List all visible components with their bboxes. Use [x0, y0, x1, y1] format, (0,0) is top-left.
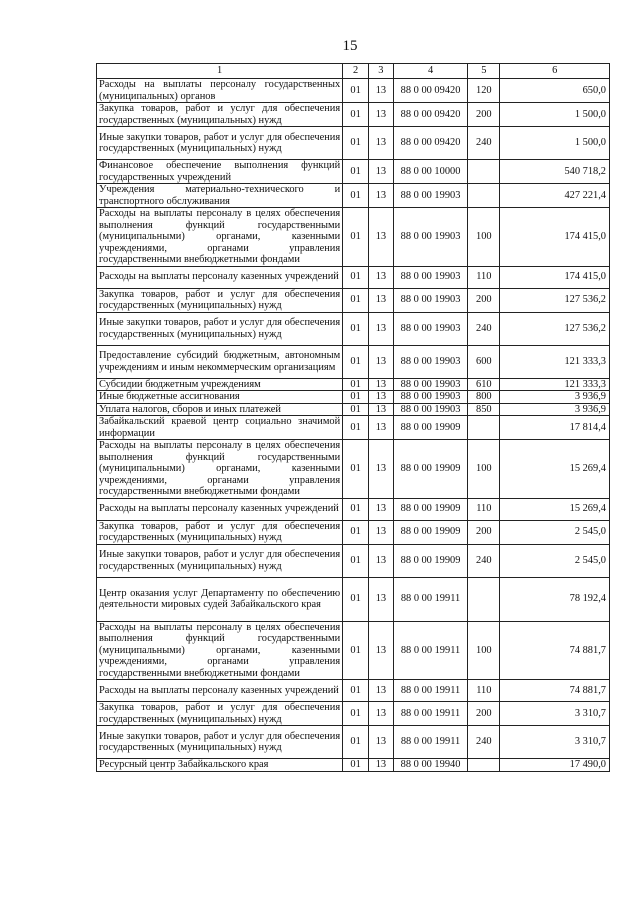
table-row: [97, 416, 610, 440]
row-name-cell: Иные закупки товаров, работ и услуг для обеспечения государственных (муниципальных) нужд: [97, 127, 343, 160]
row-section-cell: 01: [343, 498, 369, 520]
row-amount-cell: 650,0: [500, 79, 610, 103]
row-expense-type-cell: 100: [468, 208, 500, 267]
row-name-cell: Закупка товаров, работ и услуг для обеспечения государственных (муниципальных) нужд: [97, 103, 343, 127]
row-subsection-cell: 13: [369, 103, 394, 127]
page-number: 15: [342, 38, 358, 54]
row-name-cell: Иные закупки товаров, работ и услуг для обеспечения государственных (муниципальных) нужд: [97, 312, 343, 345]
row-section-cell: 01: [343, 726, 369, 759]
row-name-cell: Предоставление субсидий бюджетным, автономным учреждениям и иным некоммерческим организациям: [97, 345, 343, 378]
row-name-cell: Иные закупки товаров, работ и услуг для обеспечения государственных (муниципальных) нужд: [97, 726, 343, 759]
header-cell-5: 5: [468, 64, 500, 79]
row-expense-type-cell: 240: [468, 312, 500, 345]
row-amount-cell: 17 490,0: [500, 759, 610, 772]
row-subsection-cell: 13: [369, 127, 394, 160]
row-target-article-cell: 88 0 00 19909: [393, 440, 467, 499]
row-expense-type-cell: 110: [468, 498, 500, 520]
row-expense-type-cell: 850: [468, 403, 500, 416]
row-target-article-cell: 88 0 00 19911: [393, 621, 467, 680]
table-row: [97, 312, 610, 345]
row-subsection-cell: 13: [369, 208, 394, 267]
row-name-cell: Расходы на выплаты персоналу государственных (муниципальных) органов: [97, 79, 343, 103]
table-row: [97, 378, 610, 391]
row-subsection-cell: 13: [369, 520, 394, 544]
row-amount-cell: 540 718,2: [500, 160, 610, 184]
row-section-cell: 01: [343, 520, 369, 544]
row-section-cell: 01: [343, 208, 369, 267]
row-expense-type-cell: 200: [468, 520, 500, 544]
row-section-cell: 01: [343, 680, 369, 702]
table-row: [97, 160, 610, 184]
row-target-article-cell: 88 0 00 19911: [393, 680, 467, 702]
row-expense-type-cell: 610: [468, 378, 500, 391]
table-row: [97, 127, 610, 160]
row-name-cell: Расходы на выплаты персоналу казенных учреждений: [97, 680, 343, 702]
row-name-cell: Центр оказания услуг Департаменту по обеспечению деятельности мировых судей Забайкальского края: [97, 577, 343, 621]
row-target-article-cell: 88 0 00 19903: [393, 403, 467, 416]
row-section-cell: 01: [343, 577, 369, 621]
row-section-cell: 01: [343, 266, 369, 288]
table-row: [97, 544, 610, 577]
row-amount-cell: 3 310,7: [500, 726, 610, 759]
row-name-cell: Закупка товаров, работ и услуг для обеспечения государственных (муниципальных) нужд: [97, 288, 343, 312]
table-row: [97, 520, 610, 544]
row-section-cell: 01: [343, 312, 369, 345]
row-section-cell: 01: [343, 759, 369, 772]
row-target-article-cell: 88 0 00 19903: [393, 345, 467, 378]
row-amount-cell: 74 881,7: [500, 680, 610, 702]
row-expense-type-cell: [468, 759, 500, 772]
row-name-cell: Расходы на выплаты персоналу в целях обеспечения выполнения функций государственными (муниципальными) органами, казенными учреждениями, органами управления государственными внебюджетными фондами: [97, 440, 343, 499]
row-target-article-cell: 88 0 00 19940: [393, 759, 467, 772]
table-row: [97, 288, 610, 312]
row-target-article-cell: 88 0 00 19903: [393, 312, 467, 345]
row-subsection-cell: 13: [369, 544, 394, 577]
row-subsection-cell: 13: [369, 266, 394, 288]
row-target-article-cell: 88 0 00 19909: [393, 498, 467, 520]
row-amount-cell: 74 881,7: [500, 621, 610, 680]
table-row: [97, 345, 610, 378]
row-expense-type-cell: 600: [468, 345, 500, 378]
row-section-cell: 01: [343, 288, 369, 312]
row-name-cell: Уплата налогов, сборов и иных платежей: [97, 403, 343, 416]
row-expense-type-cell: 200: [468, 103, 500, 127]
row-subsection-cell: 13: [369, 79, 394, 103]
row-amount-cell: 427 221,4: [500, 184, 610, 208]
row-subsection-cell: 13: [369, 680, 394, 702]
row-subsection-cell: 13: [369, 702, 394, 726]
table-row: [97, 440, 610, 499]
row-expense-type-cell: 240: [468, 127, 500, 160]
row-subsection-cell: 13: [369, 498, 394, 520]
row-amount-cell: 3 936,9: [500, 403, 610, 416]
row-target-article-cell: 88 0 00 19903: [393, 391, 467, 404]
row-expense-type-cell: 110: [468, 680, 500, 702]
row-section-cell: 01: [343, 391, 369, 404]
row-amount-cell: 1 500,0: [500, 127, 610, 160]
row-target-article-cell: 88 0 00 19909: [393, 520, 467, 544]
row-amount-cell: 2 545,0: [500, 544, 610, 577]
header-cell-4: 4: [393, 64, 467, 79]
row-name-cell: Ресурсный центр Забайкальского края: [97, 759, 343, 772]
table-row: [97, 680, 610, 702]
row-section-cell: 01: [343, 378, 369, 391]
row-name-cell: Учреждения материально-технического и транспортного обслуживания: [97, 184, 343, 208]
row-target-article-cell: 88 0 00 09420: [393, 79, 467, 103]
row-section-cell: 01: [343, 103, 369, 127]
row-subsection-cell: 13: [369, 759, 394, 772]
row-subsection-cell: 13: [369, 160, 394, 184]
row-name-cell: Субсидии бюджетным учреждениям: [97, 378, 343, 391]
row-section-cell: 01: [343, 184, 369, 208]
table-row: [97, 702, 610, 726]
row-name-cell: Закупка товаров, работ и услуг для обеспечения государственных (муниципальных) нужд: [97, 702, 343, 726]
row-target-article-cell: 88 0 00 19903: [393, 266, 467, 288]
row-expense-type-cell: 110: [468, 266, 500, 288]
row-subsection-cell: 13: [369, 345, 394, 378]
table-row: [97, 266, 610, 288]
row-section-cell: 01: [343, 160, 369, 184]
row-target-article-cell: 88 0 00 10000: [393, 160, 467, 184]
row-target-article-cell: 88 0 00 19903: [393, 184, 467, 208]
row-expense-type-cell: 100: [468, 440, 500, 499]
table-row: [97, 403, 610, 416]
row-amount-cell: 17 814,4: [500, 416, 610, 440]
row-target-article-cell: 88 0 00 19903: [393, 288, 467, 312]
row-name-cell: Закупка товаров, работ и услуг для обеспечения государственных (муниципальных) нужд: [97, 520, 343, 544]
row-name-cell: Иные бюджетные ассигнования: [97, 391, 343, 404]
row-amount-cell: 1 500,0: [500, 103, 610, 127]
table-row: [97, 208, 610, 267]
row-section-cell: 01: [343, 127, 369, 160]
table-row: [97, 759, 610, 772]
row-name-cell: Забайкальский краевой центр социально значимой информации: [97, 416, 343, 440]
row-name-cell: Расходы на выплаты персоналу в целях обеспечения выполнения функций государственными (муниципальными) органами, казенными учреждениями, органами управления государственными внебюджетными фондами: [97, 621, 343, 680]
row-amount-cell: 78 192,4: [500, 577, 610, 621]
row-subsection-cell: 13: [369, 621, 394, 680]
table-row: [97, 391, 610, 404]
row-amount-cell: 174 415,0: [500, 208, 610, 267]
table-row: [97, 498, 610, 520]
table-row: [97, 621, 610, 680]
row-section-cell: 01: [343, 345, 369, 378]
table-row: [97, 577, 610, 621]
row-amount-cell: 121 333,3: [500, 345, 610, 378]
row-amount-cell: 3 936,9: [500, 391, 610, 404]
table-row: [97, 79, 610, 103]
row-target-article-cell: 88 0 00 19909: [393, 544, 467, 577]
row-expense-type-cell: 120: [468, 79, 500, 103]
row-amount-cell: 127 536,2: [500, 288, 610, 312]
row-section-cell: 01: [343, 79, 369, 103]
row-expense-type-cell: [468, 160, 500, 184]
table-row: [97, 726, 610, 759]
row-amount-cell: 127 536,2: [500, 312, 610, 345]
row-amount-cell: 15 269,4: [500, 440, 610, 499]
row-amount-cell: 3 310,7: [500, 702, 610, 726]
row-subsection-cell: 13: [369, 726, 394, 759]
row-target-article-cell: 88 0 00 09420: [393, 127, 467, 160]
row-subsection-cell: 13: [369, 440, 394, 499]
table-row: [97, 103, 610, 127]
row-target-article-cell: 88 0 00 19911: [393, 726, 467, 759]
row-expense-type-cell: 800: [468, 391, 500, 404]
row-name-cell: Финансовое обеспечение выполнения функций государственных учреждений: [97, 160, 343, 184]
row-expense-type-cell: 200: [468, 288, 500, 312]
row-expense-type-cell: [468, 416, 500, 440]
table-row: [97, 184, 610, 208]
row-target-article-cell: 88 0 00 19911: [393, 577, 467, 621]
row-subsection-cell: 13: [369, 312, 394, 345]
header-cell-3: 3: [369, 64, 394, 79]
budget-table: [96, 63, 610, 772]
row-section-cell: 01: [343, 440, 369, 499]
row-target-article-cell: 88 0 00 19903: [393, 208, 467, 267]
row-subsection-cell: 13: [369, 577, 394, 621]
header-cell-1: 1: [97, 64, 343, 79]
row-expense-type-cell: 240: [468, 544, 500, 577]
header-cell-2: 2: [343, 64, 369, 79]
row-target-article-cell: 88 0 00 09420: [393, 103, 467, 127]
row-section-cell: 01: [343, 621, 369, 680]
table-header-row: [97, 64, 610, 79]
row-subsection-cell: 13: [369, 403, 394, 416]
row-name-cell: Иные закупки товаров, работ и услуг для обеспечения государственных (муниципальных) нужд: [97, 544, 343, 577]
row-amount-cell: 121 333,3: [500, 378, 610, 391]
row-expense-type-cell: [468, 577, 500, 621]
row-name-cell: Расходы на выплаты персоналу казенных учреждений: [97, 498, 343, 520]
row-expense-type-cell: [468, 184, 500, 208]
row-expense-type-cell: 240: [468, 726, 500, 759]
header-cell-6: 6: [500, 64, 610, 79]
row-section-cell: 01: [343, 544, 369, 577]
row-section-cell: 01: [343, 702, 369, 726]
row-amount-cell: 15 269,4: [500, 498, 610, 520]
row-expense-type-cell: 200: [468, 702, 500, 726]
row-subsection-cell: 13: [369, 416, 394, 440]
row-amount-cell: 2 545,0: [500, 520, 610, 544]
row-section-cell: 01: [343, 416, 369, 440]
row-target-article-cell: 88 0 00 19911: [393, 702, 467, 726]
row-target-article-cell: 88 0 00 19903: [393, 378, 467, 391]
row-subsection-cell: 13: [369, 378, 394, 391]
row-subsection-cell: 13: [369, 391, 394, 404]
row-subsection-cell: 13: [369, 184, 394, 208]
budget-table-body: [97, 64, 610, 772]
row-name-cell: Расходы на выплаты персоналу в целях обеспечения выполнения функций государственными (муниципальными) органами, казенными учреждениями, органами управления государственными внебюджетными фондами: [97, 208, 343, 267]
row-target-article-cell: 88 0 00 19909: [393, 416, 467, 440]
row-expense-type-cell: 100: [468, 621, 500, 680]
row-name-cell: Расходы на выплаты персоналу казенных учреждений: [97, 266, 343, 288]
row-amount-cell: 174 415,0: [500, 266, 610, 288]
row-subsection-cell: 13: [369, 288, 394, 312]
row-section-cell: 01: [343, 403, 369, 416]
